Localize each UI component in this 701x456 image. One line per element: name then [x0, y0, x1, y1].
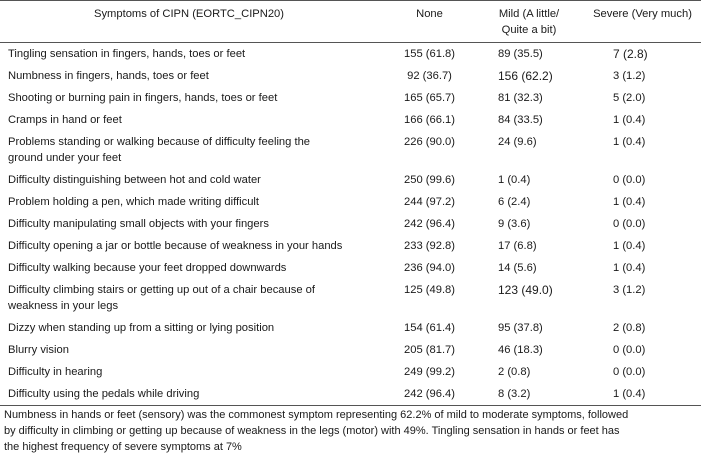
table-row [0, 169, 701, 191]
symptom-cell [8, 342, 378, 358]
mild-cell: 2 (0.8) [498, 366, 531, 378]
symptom-text: Blurry vision [8, 344, 69, 356]
mild-cell: 8 (3.2) [498, 388, 531, 400]
symptom-text: Difficulty climbing stairs or getting up out of a chair because of [8, 284, 315, 296]
severe-cell: 2 (0.8) [613, 322, 646, 334]
header-mild-line2: Quite a bit) [501, 24, 557, 36]
table-row [0, 65, 701, 87]
none-cell: 249 (99.2) [404, 366, 455, 378]
severe-cell: 0 (0.0) [613, 366, 646, 378]
mild-cell: 95 (37.8) [498, 322, 543, 334]
mild-cell: 123 (49.0) [498, 283, 553, 297]
symptom-text: Difficulty using the pedals while driving [8, 388, 200, 400]
table-row [0, 109, 701, 131]
mild-cell: 156 (62.2) [498, 69, 553, 83]
symptom-text: Problem holding a pen, which made writing difficult [8, 196, 260, 208]
severe-cell: 1 (0.4) [613, 114, 646, 126]
none-cell: 226 (90.0) [404, 136, 455, 148]
mild-cell: 1 (0.4) [498, 174, 531, 186]
mild-cell: 81 (32.3) [498, 92, 543, 104]
mild-cell: 84 (33.5) [498, 114, 543, 126]
symptom-text: Problems standing or walking because of difficulty feeling the [8, 136, 311, 148]
severe-cell: 3 (1.2) [613, 284, 646, 296]
table-bottom-rule [0, 405, 701, 406]
mild-cell: 14 (5.6) [498, 262, 537, 274]
symptom-text: Numbness in fingers, hands, toes or feet [8, 70, 209, 82]
mild-cell: 6 (2.4) [498, 196, 531, 208]
symptom-text: Cramps in hand or feet [8, 114, 122, 126]
table-row [0, 257, 701, 279]
header-severe: Severe (Very much) [593, 8, 692, 20]
none-cell: 242 (96.4) [404, 218, 455, 230]
mild-cell: 17 (6.8) [498, 240, 537, 252]
footnote-line-2: by difficulty in climbing or getting up because of weakness in the legs (motor) with 49%. Tingling sensation in hands or feet has [4, 425, 620, 437]
severe-cell: 1 (0.4) [613, 240, 646, 252]
symptom-cell [8, 260, 378, 276]
header-mild-line1: Mild (A little/ [498, 8, 560, 20]
table-header [0, 0, 701, 43]
symptom-text: Difficulty opening a jar or bottle because of weakness in your hands [8, 240, 343, 252]
mild-cell: 46 (18.3) [498, 344, 543, 356]
table-row [0, 383, 701, 405]
none-cell: 205 (81.7) [404, 344, 455, 356]
none-cell: 250 (99.6) [404, 174, 455, 186]
table-row [0, 191, 701, 213]
symptom-text: Difficulty walking because your feet dropped downwards [8, 262, 287, 274]
severe-cell: 1 (0.4) [613, 388, 646, 400]
symptom-text-line2: ground under your feet [8, 152, 122, 164]
table-row [0, 43, 701, 65]
header-mild [470, 6, 588, 38]
none-cell: 155 (61.8) [404, 48, 455, 60]
table-body [0, 43, 701, 405]
none-cell: 244 (97.2) [404, 196, 455, 208]
symptom-cell [8, 90, 378, 106]
table-row [0, 339, 701, 361]
severe-cell: 0 (0.0) [613, 218, 646, 230]
symptom-text: Difficulty manipulating small objects with your fingers [8, 218, 269, 230]
severe-cell: 0 (0.0) [613, 344, 646, 356]
symptom-cell [8, 134, 378, 166]
none-cell: 92 (36.7) [407, 70, 452, 82]
none-cell: 154 (61.4) [404, 322, 455, 334]
symptom-cell [8, 46, 378, 62]
none-cell: 166 (66.1) [404, 114, 455, 126]
severe-cell: 3 (1.2) [613, 70, 646, 82]
symptom-cell [8, 216, 378, 232]
symptom-text: Tingling sensation in fingers, hands, toes or feet [8, 48, 246, 60]
none-cell: 165 (65.7) [404, 92, 455, 104]
none-cell: 233 (92.8) [404, 240, 455, 252]
table-row [0, 87, 701, 109]
symptom-text: Dizzy when standing up from a sitting or lying position [8, 322, 275, 334]
symptom-cell [8, 238, 378, 254]
mild-cell: 89 (35.5) [498, 48, 543, 60]
severe-cell: 1 (0.4) [613, 196, 646, 208]
table-row [0, 361, 701, 383]
symptom-text-line2: weakness in your legs [8, 300, 119, 312]
none-cell: 236 (94.0) [404, 262, 455, 274]
severe-cell: 7 (2.8) [613, 47, 648, 61]
symptom-cell [8, 68, 378, 84]
severe-cell: 1 (0.4) [613, 136, 646, 148]
symptom-text: Shooting or burning pain in fingers, hands, toes or feet [8, 92, 278, 104]
symptom-text: Difficulty distinguishing between hot and cold water [8, 174, 261, 186]
table-footnote [4, 407, 698, 455]
mild-cell: 24 (9.6) [498, 136, 537, 148]
symptom-cell [8, 172, 378, 188]
severe-cell: 1 (0.4) [613, 262, 646, 274]
footnote-line-1: Numbness in hands or feet (sensory) was the commonest symptom representing 62.2% of mild to moderate symptoms, followed [4, 409, 629, 421]
table-row [0, 235, 701, 257]
symptom-text: Difficulty in hearing [8, 366, 103, 378]
symptom-cell [8, 282, 378, 314]
symptom-cell [8, 320, 378, 336]
header-symptom: Symptoms of CIPN (EORTC_CIPN20) [93, 8, 285, 20]
severe-cell: 5 (2.0) [613, 92, 646, 104]
header-none: None [416, 8, 443, 20]
none-cell: 242 (96.4) [404, 388, 455, 400]
symptom-cell [8, 386, 378, 402]
footnote-line-3: the highest frequency of severe symptoms at 7% [4, 441, 242, 453]
table-row [0, 131, 701, 169]
mild-cell: 9 (3.6) [498, 218, 531, 230]
symptom-cell [8, 112, 378, 128]
severe-cell: 0 (0.0) [613, 174, 646, 186]
symptom-cell [8, 364, 378, 380]
symptom-cell [8, 194, 378, 210]
table-row [0, 213, 701, 235]
none-cell: 125 (49.8) [404, 284, 455, 296]
table-row [0, 317, 701, 339]
table-row [0, 279, 701, 317]
